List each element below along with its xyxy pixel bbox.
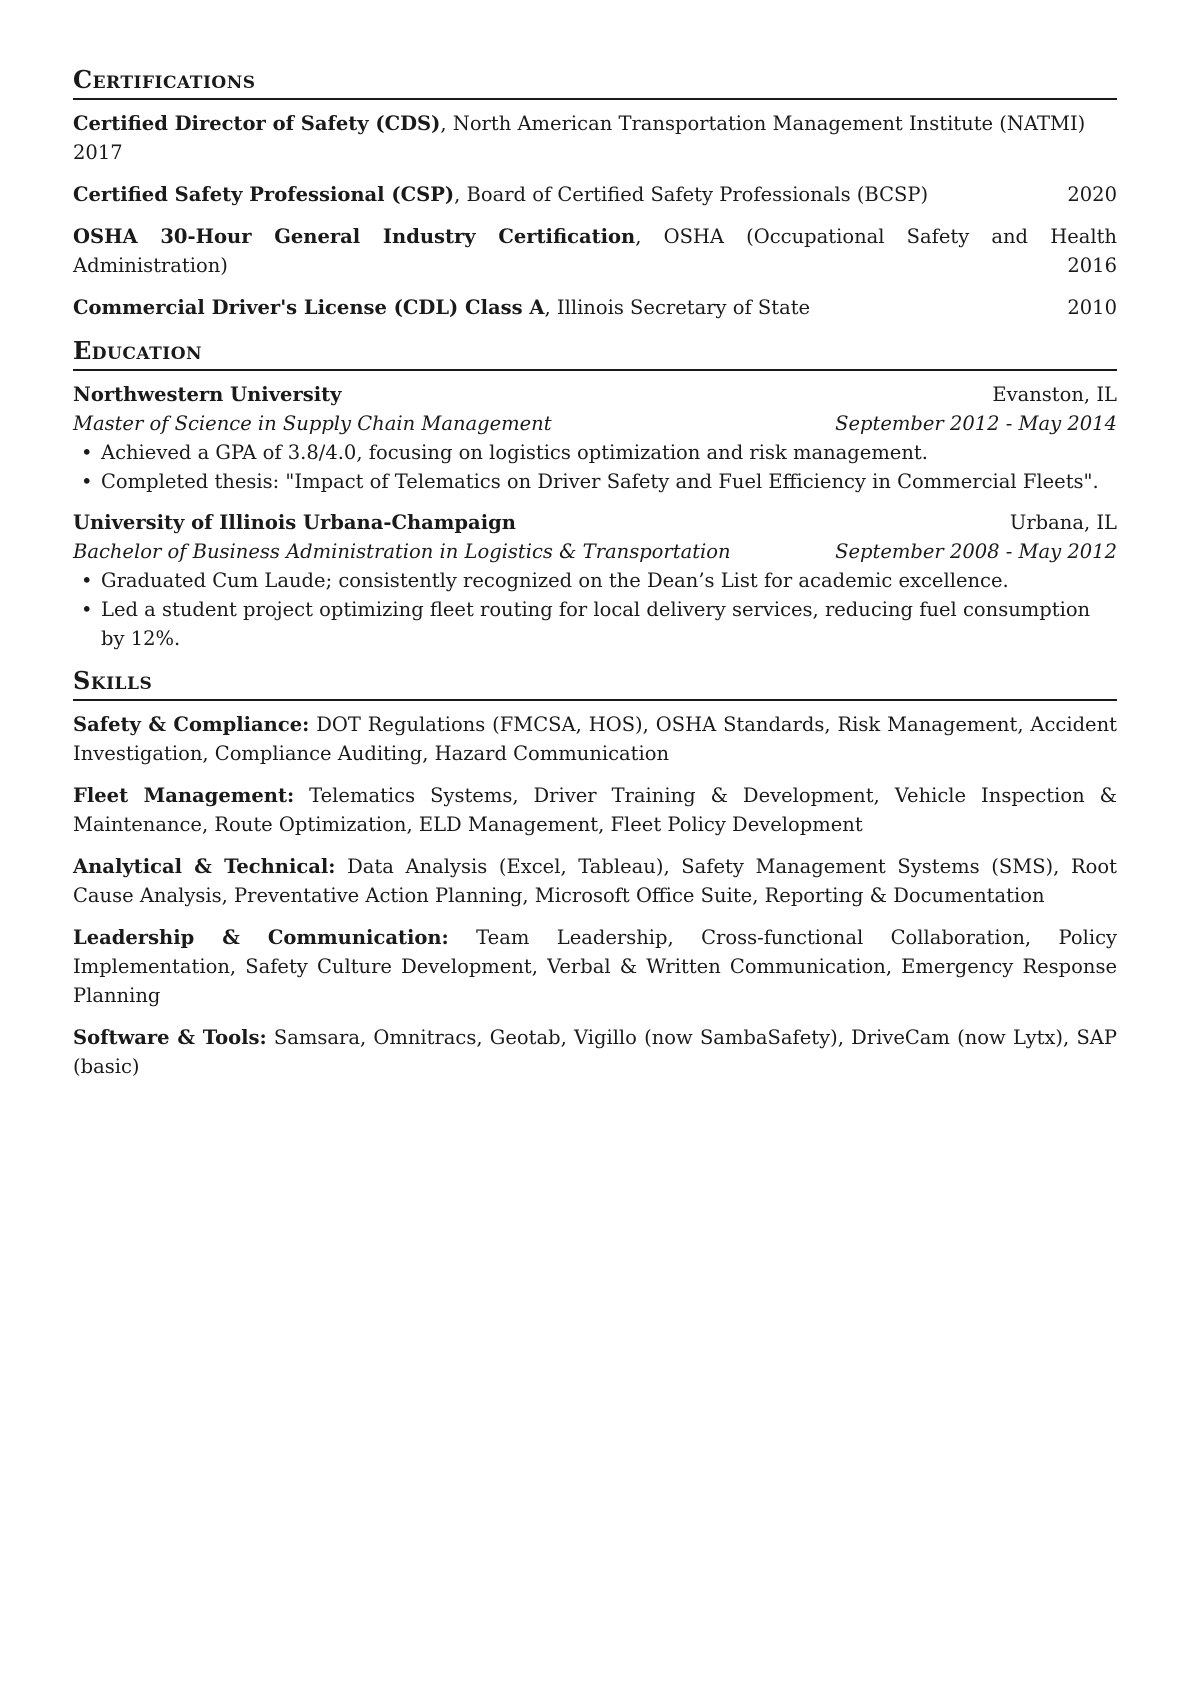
certification-text — [73, 109, 1117, 138]
school-name: University of Illinois Urbana-Champaign — [73, 511, 516, 534]
certification-year: 2017 — [73, 141, 123, 164]
certification-name: Certified Safety Professional (CSP) — [73, 183, 455, 206]
certifications-section — [73, 64, 1117, 322]
certification-year: 2020 — [1067, 183, 1117, 206]
skill-label: Fleet Management: — [73, 784, 295, 807]
certification-item — [73, 109, 1117, 167]
skill-label: Leadership & Communication: — [73, 926, 449, 949]
education-bullets — [73, 438, 1117, 496]
skill-item — [73, 923, 1117, 1010]
certification-year: 2016 — [1067, 254, 1117, 277]
degree-name: Master of Science in Supply Chain Management — [73, 412, 552, 435]
skill-label: Analytical & Technical: — [73, 855, 336, 878]
section-title-certifications: Certifications — [73, 65, 256, 94]
certification-item — [73, 180, 1117, 209]
school-location: Evanston, IL — [992, 383, 1117, 406]
degree-row — [73, 537, 1117, 566]
degree-row — [73, 409, 1117, 438]
education-section — [73, 335, 1117, 653]
certification-name: OSHA 30-Hour General Industry Certification — [73, 225, 636, 248]
skill-text: DOT Regulations (FMCSA, HOS), OSHA Standards, Risk Management, Accident Investigation, Compliance Auditing, Hazard Communication — [73, 713, 1117, 765]
certification-issuer: , Illinois Secretary of State — [544, 296, 811, 319]
education-item — [73, 508, 1117, 653]
certification-year: 2010 — [1067, 296, 1117, 319]
certification-name: Certified Director of Safety (CDS) — [73, 112, 441, 135]
education-item — [73, 380, 1117, 496]
skill-item — [73, 852, 1117, 910]
section-divider — [73, 98, 1117, 100]
certification-item — [73, 222, 1117, 280]
certification-issuer: , Board of Certified Safety Professionals (BCSP) — [454, 183, 929, 206]
certification-text — [73, 180, 1051, 209]
school-location: Urbana, IL — [1009, 511, 1117, 534]
degree-dates: September 2012 - May 2014 — [835, 412, 1117, 435]
skill-text: Telematics Systems, Driver Training & Development, Vehicle Inspection & Maintenance, Route Optimization, ELD Management, Fleet Policy Development — [73, 784, 1117, 836]
section-divider — [73, 699, 1117, 701]
skill-item — [73, 710, 1117, 768]
education-header — [73, 380, 1117, 409]
list-item: • Achieved a GPA of 3.8/4.0, focusing on logistics optimization and risk management. — [73, 438, 1117, 467]
section-title-education: Education — [73, 336, 203, 365]
skill-label: Safety & Compliance: — [73, 713, 310, 736]
certification-name: Commercial Driver's License (CDL) Class A — [73, 296, 545, 319]
section-title-skills: Skills — [73, 666, 153, 695]
degree-dates: September 2008 - May 2012 — [835, 540, 1117, 563]
list-item: • Led a student project optimizing fleet routing for local delivery services, reducing fuel consumption by 12%. — [73, 595, 1117, 653]
list-item: • Graduated Cum Laude; consistently recognized on the Dean’s List for academic excellence. — [73, 566, 1117, 595]
section-divider — [73, 369, 1117, 371]
certification-issuer: , OSHA (Occupational Safety and Health Administration) — [73, 225, 1117, 277]
certification-item — [73, 293, 1117, 322]
certification-text — [73, 293, 1051, 322]
school-name: Northwestern University — [73, 383, 342, 406]
skill-text: Data Analysis (Excel, Tableau), Safety Management Systems (SMS), Root Cause Analysis, Preventative Action Planning, Microsoft Office Suite, Reporting & Documentation — [73, 855, 1117, 907]
skills-section — [73, 665, 1117, 1081]
certification-issuer: , North American Transportation Management Institute (NATMI) — [440, 112, 1086, 135]
skill-item — [73, 1023, 1117, 1081]
education-header — [73, 508, 1117, 537]
skill-text: Team Leadership, Cross-functional Collaboration, Policy Implementation, Safety Culture Development, Verbal & Written Communication, Emergency Response Planning — [73, 926, 1118, 1007]
skill-item — [73, 781, 1117, 839]
skill-label: Software & Tools: — [73, 1026, 267, 1049]
degree-name: Bachelor of Business Administration in Logistics & Transportation — [73, 540, 731, 563]
list-item: • Completed thesis: "Impact of Telematics on Driver Safety and Fuel Efficiency in Commercial Fleets". — [73, 467, 1117, 496]
skill-text: Samsara, Omnitracs, Geotab, Vigillo (now SambaSafety), DriveCam (now Lytx), SAP (basic) — [73, 1026, 1118, 1078]
education-bullets — [73, 566, 1117, 653]
